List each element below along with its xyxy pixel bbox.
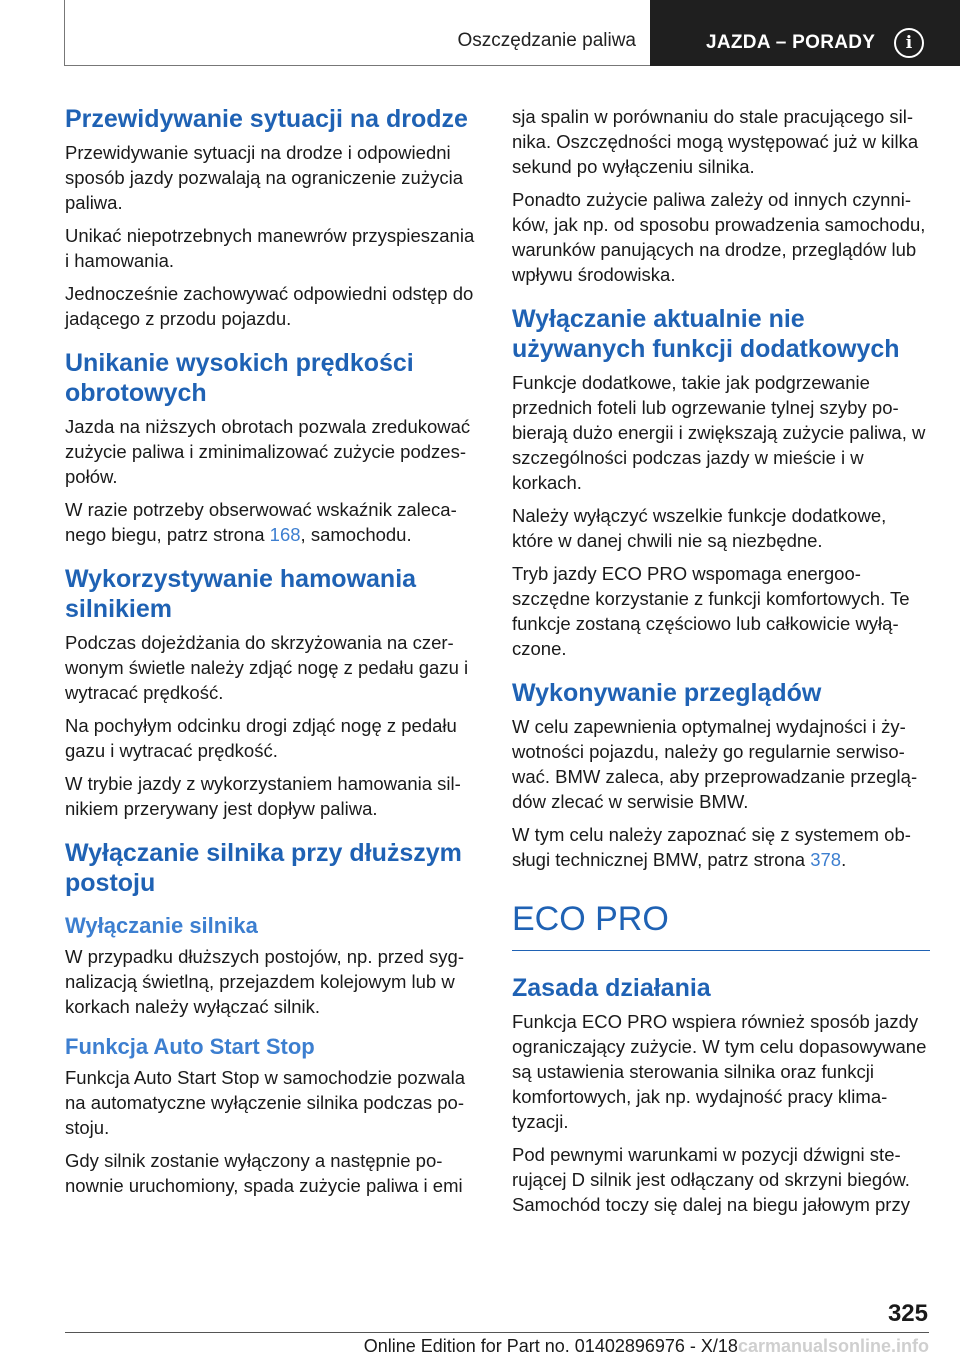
info-icon: i (894, 28, 924, 58)
paragraph: W przypadku dłuższych postojów, np. przed sygnalizacją świetlną, przejazdem kolejowym lub w korkach należy wyłączać silnik. (65, 946, 464, 1017)
watermark: carmanualsonline.info (737, 1336, 929, 1356)
paragraph: W celu zapewnienia optymalnej wydajności i żywotności pojazdu, należy go regularnie serwisować. BMW zaleca, aby przeprowadzanie przeglądów zlecać w serwisie BMW. (512, 716, 918, 812)
paragraph: Unikać niepotrzebnych manewrów przyspieszania i hamowania. (65, 225, 475, 271)
paragraph: Funkcje dodatkowe, takie jak podgrzewanie przednich foteli lub ogrzewanie tylnej szyby pobierają dużo energii i zwiększają zużycie paliwa, w szczególności podczas jazdy w mieście i w korkach. (512, 372, 926, 493)
paragraph: Jazda na niższych obrotach pozwala zredukować zużycie paliwa i zminimalizować zużycie podzespołów. (65, 416, 471, 487)
paragraph: Pod pewnymi warunkami w pozycji dźwigni sterującej D silnik jest odłączany od skrzyni biegów. Samochód toczy się dalej na biegu jałowym przy (512, 1144, 910, 1215)
right-column (512, 104, 930, 1225)
paragraph-text: W razie potrzeby obserwować wskaźnik zalecanego biegu, patrz strona (65, 499, 457, 545)
paragraph-with-link (512, 822, 930, 872)
paragraph: W trybie jazdy z wykorzystaniem hamowania silnikiem przerywany jest dopływ paliwa. (65, 773, 461, 819)
paragraph: Podczas dojeżdżania do skrzyżowania na czerwonym świetle należy zdjąć nogę z pedału gazu i wytracać prędkość. (65, 632, 469, 703)
header-chapter-tab (650, 0, 960, 66)
heading-high-rpm: Unikanie wysokich prędkości obrotowych (65, 349, 414, 407)
paragraph: Przewidywanie sytuacji na drodze i odpowiedni sposób jazdy pozwalają na ograniczenie zużycia paliwa. (65, 142, 463, 213)
paragraph-text: W tym celu należy zapoznać się z systemem obsługi technicznej BMW, patrz strona (512, 824, 911, 870)
heading-service: Wykonywanie przeglądów (512, 679, 822, 707)
subheading-engine-off: Wyłączanie silnika (65, 913, 258, 938)
heading-anticipation: Przewidywanie sytuacji na drodze (65, 105, 468, 133)
page-link-168[interactable]: 168 (269, 524, 301, 545)
paragraph: Gdy silnik zostanie wyłączony a następnie ponownie uruchomiony, spada zużycie paliwa i emi (65, 1150, 463, 1196)
paragraph-text: . (841, 849, 847, 870)
chapter-title-eco-pro: ECO PRO (512, 898, 930, 951)
paragraph: sja spalin w porównaniu do stale pracującego silnika. Oszczędności mogą występować już w kilka sekund po wyłączeniu silnika. (512, 106, 919, 177)
paragraph: Należy wyłączyć wszelkie funkcje dodatkowe, które w danej chwili nie są niezbędne. (512, 505, 887, 551)
paragraph: Funkcja ECO PRO wspiera również sposób jazdy ograniczający zużycie. W tym celu dopasowywane są ustawienia sterowania silnika oraz funkcji komfortowych, jak np. wydajność pracy klimatyzacji. (512, 1011, 927, 1132)
heading-additional-functions: Wyłączanie aktualnie nie używanych funkcji dodatkowych (512, 305, 900, 363)
heading-engine-braking: Wykorzystywanie hamowania silnikiem (65, 565, 417, 623)
paragraph: Na pochyłym odcinku drogi zdjąć nogę z pedału gazu i wytracać prędkość. (65, 715, 457, 761)
subheading-auto-start-stop: Funkcja Auto Start Stop (65, 1034, 315, 1059)
header-section-title: Oszczędzanie paliwa (457, 30, 636, 51)
paragraph: Tryb jazdy ECO PRO wspomaga energooszczędne korzystanie z funkcji komfortowych. Te funkcje zostaną częściowo lub całkowicie wyłączone. (512, 563, 910, 659)
header-bottom-rule (64, 65, 650, 66)
edition-text: Online Edition for Part no. 01402896976 - X/18 (363, 1336, 738, 1356)
paragraph: Funkcja Auto Start Stop w samochodzie pozwala na automatyczne wyłączenie silnika podczas postoju. (65, 1067, 466, 1138)
paragraph-with-link (65, 497, 483, 547)
paragraph: Jednocześnie zachowywać odpowiedni odstęp do jadącego z przodu pojazdu. (65, 283, 474, 329)
header-chapter-title: JAZDA – PORADY (706, 32, 876, 53)
page-link-378[interactable]: 378 (810, 849, 842, 870)
page-number: 325 (887, 1300, 928, 1327)
paragraph-text: , samochodu. (300, 524, 412, 545)
heading-engine-off: Wyłączanie silnika przy dłuższym postoju (65, 839, 462, 897)
footer-rule (65, 1332, 929, 1333)
heading-principle: Zasada działania (512, 974, 711, 1002)
footer-edition (65, 1336, 929, 1357)
paragraph: Ponadto zużycie paliwa zależy od innych czynników, jak np. od sposobu prowadzenia samochodu, warunków panujących na drodze, przeglądów lub wpływu środowiska. (512, 189, 926, 285)
header-left-rule (64, 0, 65, 66)
left-column (65, 104, 483, 1206)
